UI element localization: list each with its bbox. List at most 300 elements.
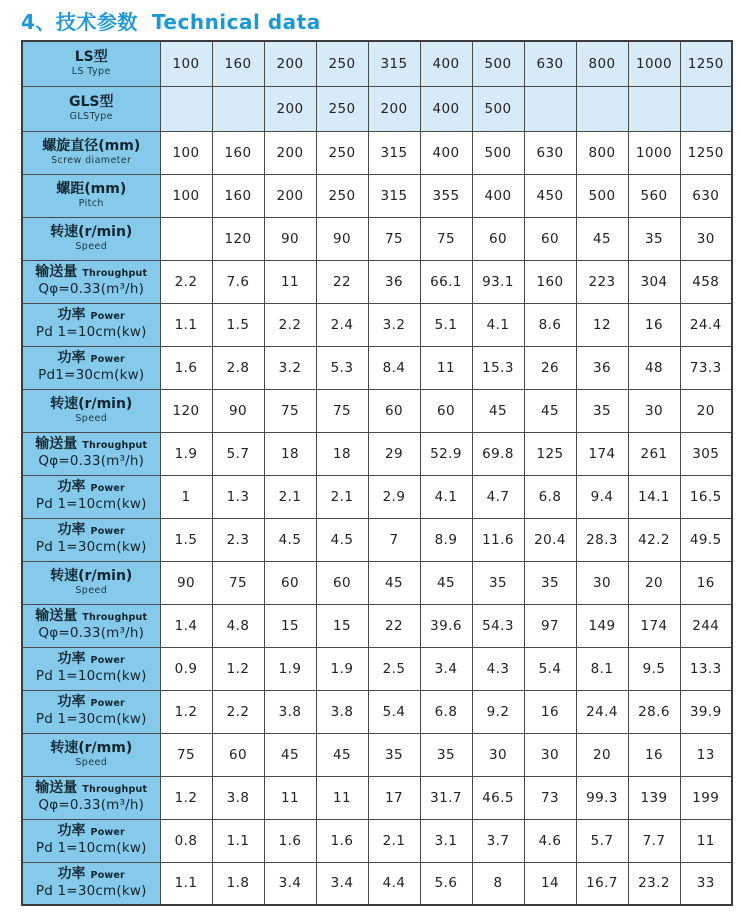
value-cell: 99.3 (576, 776, 628, 819)
row-label-line1 (23, 694, 160, 712)
value-cell: 9.4 (576, 475, 628, 518)
table-row (22, 432, 732, 475)
value-cell: 30 (472, 733, 524, 776)
value-cell: 11 (680, 819, 732, 862)
value-cell: 1.2 (160, 690, 212, 733)
value-cell: 2.3 (212, 518, 264, 561)
row-label-sub: Pd 1=10cm(kw) (35, 668, 147, 685)
row-label-cell (22, 131, 160, 174)
value-cell: 8.6 (524, 303, 576, 346)
row-label-line1 (23, 740, 160, 758)
value-cell: 400 (472, 174, 524, 217)
value-cell: 8.4 (368, 346, 420, 389)
row-label-line1 (23, 138, 160, 156)
row-label-line1 (23, 307, 160, 325)
value-cell: 2.2 (264, 303, 316, 346)
value-cell: 3.2 (264, 346, 316, 389)
value-cell: 45 (524, 389, 576, 432)
value-cell: 200 (264, 86, 316, 131)
value-cell: 100 (160, 174, 212, 217)
row-label-sub: Pd1=30cm(kw) (38, 367, 145, 384)
value-cell: 90 (160, 561, 212, 604)
value-cell: 45 (576, 217, 628, 260)
value-cell: 5.4 (524, 647, 576, 690)
value-cell: 90 (212, 389, 264, 432)
page-title-en: Technical data (151, 10, 321, 34)
value-cell: 500 (472, 41, 524, 86)
value-cell: 500 (472, 131, 524, 174)
value-cell: 11.6 (472, 518, 524, 561)
row-label-cell (22, 604, 160, 647)
row-label-sub: Pd 1=30cm(kw) (35, 539, 147, 556)
row-label-line1 (23, 94, 160, 112)
value-cell: 39.9 (680, 690, 732, 733)
value-cell: 45 (264, 733, 316, 776)
row-label-cell (22, 217, 160, 260)
table-row (22, 561, 732, 604)
value-cell: 69.8 (472, 432, 524, 475)
value-cell (576, 86, 628, 131)
row-label-sub: Pitch (78, 198, 104, 210)
row-label-sub: Pd 1=10cm(kw) (35, 496, 147, 513)
value-cell: 9.5 (628, 647, 680, 690)
value-cell: 1.5 (212, 303, 264, 346)
value-cell: 22 (368, 604, 420, 647)
row-label-main: 功率 (57, 478, 86, 495)
value-cell (628, 86, 680, 131)
value-cell: 35 (472, 561, 524, 604)
value-cell: 1.3 (212, 475, 264, 518)
row-label-line1 (23, 350, 160, 368)
value-cell: 75 (316, 389, 368, 432)
row-label-inline-en: Throughput (82, 611, 148, 623)
value-cell: 160 (212, 174, 264, 217)
value-cell: 30 (576, 561, 628, 604)
row-label-line1 (23, 608, 160, 626)
row-label-inline-en: Power (90, 869, 125, 881)
value-cell: 45 (368, 561, 420, 604)
value-cell: 5.6 (420, 862, 472, 905)
value-cell: 60 (472, 217, 524, 260)
value-cell: 30 (680, 217, 732, 260)
value-cell: 90 (316, 217, 368, 260)
value-cell: 1.1 (212, 819, 264, 862)
value-cell: 33 (680, 862, 732, 905)
value-cell: 73.3 (680, 346, 732, 389)
value-cell: 2.1 (264, 475, 316, 518)
value-cell: 1000 (628, 41, 680, 86)
row-label-line1 (23, 651, 160, 669)
value-cell: 120 (212, 217, 264, 260)
value-cell: 28.3 (576, 518, 628, 561)
value-cell: 4.5 (264, 518, 316, 561)
value-cell: 2.2 (212, 690, 264, 733)
row-label-cell (22, 475, 160, 518)
technical-data-table (21, 40, 733, 906)
row-label-main: 螺距(mm) (56, 180, 127, 197)
row-label-main: LS型 (74, 48, 108, 65)
value-cell: 39.6 (420, 604, 472, 647)
table-row (22, 776, 732, 819)
value-cell: 304 (628, 260, 680, 303)
value-cell: 250 (316, 41, 368, 86)
table-row (22, 475, 732, 518)
value-cell: 16 (524, 690, 576, 733)
value-cell (160, 217, 212, 260)
value-cell: 1 (160, 475, 212, 518)
row-label-sub: Screw diameter (51, 155, 132, 167)
value-cell: 17 (368, 776, 420, 819)
page-title-zh: 4、技术参数 (21, 10, 138, 34)
row-label-sub: Pd 1=30cm(kw) (35, 711, 147, 728)
value-cell: 120 (160, 389, 212, 432)
table-row (22, 86, 732, 131)
value-cell: 75 (264, 389, 316, 432)
value-cell: 160 (212, 41, 264, 86)
value-cell: 60 (368, 389, 420, 432)
value-cell: 54.3 (472, 604, 524, 647)
value-cell: 35 (420, 733, 472, 776)
value-cell: 14.1 (628, 475, 680, 518)
row-label-inline-en: Power (90, 525, 125, 537)
value-cell: 305 (680, 432, 732, 475)
row-label-main: 输送量 (35, 607, 78, 624)
row-label-sub: Qφ=0.33(m³/h) (38, 625, 145, 642)
value-cell: 20.4 (524, 518, 576, 561)
value-cell: 36 (576, 346, 628, 389)
value-cell: 149 (576, 604, 628, 647)
row-label-inline-en: Power (90, 697, 125, 709)
value-cell (680, 86, 732, 131)
value-cell: 244 (680, 604, 732, 647)
value-cell: 0.9 (160, 647, 212, 690)
value-cell: 8.9 (420, 518, 472, 561)
value-cell: 20 (628, 561, 680, 604)
value-cell: 125 (524, 432, 576, 475)
row-label-main: 功率 (57, 693, 86, 710)
value-cell: 22 (316, 260, 368, 303)
row-label-line1 (23, 49, 160, 67)
value-cell: 9.2 (472, 690, 524, 733)
value-cell: 20 (576, 733, 628, 776)
value-cell: 450 (524, 174, 576, 217)
row-label-cell (22, 303, 160, 346)
value-cell: 60 (264, 561, 316, 604)
value-cell: 15 (316, 604, 368, 647)
value-cell: 1.2 (212, 647, 264, 690)
page-title (21, 6, 321, 35)
row-label-line1 (23, 780, 160, 798)
value-cell: 160 (212, 131, 264, 174)
value-cell: 18 (264, 432, 316, 475)
value-cell: 2.9 (368, 475, 420, 518)
value-cell: 1.9 (264, 647, 316, 690)
value-cell: 3.4 (316, 862, 368, 905)
value-cell: 1.8 (212, 862, 264, 905)
value-cell: 3.7 (472, 819, 524, 862)
value-cell: 630 (524, 41, 576, 86)
value-cell: 12 (576, 303, 628, 346)
row-label-line1 (23, 436, 160, 454)
row-label-main: 功率 (57, 349, 86, 366)
value-cell: 355 (420, 174, 472, 217)
value-cell: 13.3 (680, 647, 732, 690)
value-cell: 26 (524, 346, 576, 389)
row-label-inline-en: Power (90, 482, 125, 494)
value-cell: 35 (524, 561, 576, 604)
value-cell: 16 (628, 733, 680, 776)
value-cell: 200 (264, 131, 316, 174)
value-cell: 14 (524, 862, 576, 905)
value-cell: 8.1 (576, 647, 628, 690)
value-cell (160, 86, 212, 131)
value-cell: 400 (420, 41, 472, 86)
row-label-line1 (23, 522, 160, 540)
row-label-cell (22, 174, 160, 217)
value-cell: 16.7 (576, 862, 628, 905)
value-cell: 4.6 (524, 819, 576, 862)
value-cell: 630 (524, 131, 576, 174)
value-cell (212, 86, 264, 131)
value-cell: 800 (576, 131, 628, 174)
value-cell: 4.3 (472, 647, 524, 690)
value-cell: 1.9 (160, 432, 212, 475)
value-cell: 5.4 (368, 690, 420, 733)
value-cell: 48 (628, 346, 680, 389)
row-label-cell (22, 776, 160, 819)
table-row (22, 389, 732, 432)
row-label-sub: Pd 1=10cm(kw) (35, 840, 147, 857)
row-label-cell (22, 389, 160, 432)
row-label-cell (22, 518, 160, 561)
value-cell: 500 (472, 86, 524, 131)
value-cell: 400 (420, 131, 472, 174)
value-cell: 200 (264, 174, 316, 217)
table-row (22, 647, 732, 690)
value-cell: 46.5 (472, 776, 524, 819)
row-label-inline-en: Power (90, 654, 125, 666)
value-cell: 315 (368, 41, 420, 86)
value-cell: 0.8 (160, 819, 212, 862)
row-label-cell (22, 260, 160, 303)
value-cell: 1.4 (160, 604, 212, 647)
value-cell: 45 (316, 733, 368, 776)
value-cell: 200 (264, 41, 316, 86)
value-cell: 7.7 (628, 819, 680, 862)
value-cell: 1.2 (160, 776, 212, 819)
value-cell: 139 (628, 776, 680, 819)
table-row (22, 41, 732, 86)
value-cell: 630 (680, 174, 732, 217)
row-label-cell (22, 432, 160, 475)
table-row (22, 260, 732, 303)
row-label-inline-en: Throughput (82, 267, 148, 279)
row-label-line1 (23, 181, 160, 199)
value-cell: 3.4 (420, 647, 472, 690)
value-cell: 250 (316, 131, 368, 174)
value-cell: 1.1 (160, 862, 212, 905)
value-cell: 315 (368, 131, 420, 174)
table-row (22, 346, 732, 389)
value-cell: 2.1 (368, 819, 420, 862)
value-cell: 66.1 (420, 260, 472, 303)
row-label-main: 功率 (57, 306, 86, 323)
value-cell: 35 (576, 389, 628, 432)
value-cell: 6.8 (420, 690, 472, 733)
row-label-main: 功率 (57, 822, 86, 839)
value-cell: 800 (576, 41, 628, 86)
value-cell: 23.2 (628, 862, 680, 905)
value-cell: 13 (680, 733, 732, 776)
value-cell: 160 (524, 260, 576, 303)
value-cell (524, 86, 576, 131)
value-cell: 75 (160, 733, 212, 776)
value-cell: 90 (264, 217, 316, 260)
value-cell: 18 (316, 432, 368, 475)
value-cell: 1.6 (160, 346, 212, 389)
row-label-sub: Speed (75, 757, 108, 769)
row-label-line1 (23, 866, 160, 884)
value-cell: 49.5 (680, 518, 732, 561)
value-cell: 1250 (680, 41, 732, 86)
value-cell: 3.1 (420, 819, 472, 862)
value-cell: 100 (160, 131, 212, 174)
row-label-sub: Pd 1=30cm(kw) (35, 883, 147, 900)
value-cell: 1.5 (160, 518, 212, 561)
row-label-main: 转速(r/min) (50, 223, 133, 240)
value-cell: 75 (212, 561, 264, 604)
row-label-main: 螺旋直径(mm) (42, 137, 141, 154)
value-cell: 400 (420, 86, 472, 131)
value-cell: 3.2 (368, 303, 420, 346)
table-body (22, 41, 732, 905)
value-cell: 60 (212, 733, 264, 776)
value-cell: 3.8 (264, 690, 316, 733)
row-label-cell (22, 862, 160, 905)
value-cell: 1.6 (316, 819, 368, 862)
value-cell: 2.5 (368, 647, 420, 690)
row-label-main: 转速(r/mm) (50, 739, 133, 756)
row-label-main: 输送量 (35, 435, 78, 452)
value-cell: 42.2 (628, 518, 680, 561)
value-cell: 45 (420, 561, 472, 604)
value-cell: 500 (576, 174, 628, 217)
value-cell: 458 (680, 260, 732, 303)
row-label-line1 (23, 568, 160, 586)
row-label-cell (22, 41, 160, 86)
row-label-cell (22, 733, 160, 776)
value-cell: 174 (576, 432, 628, 475)
row-label-sub: LS Type (71, 66, 111, 78)
row-label-line1 (23, 823, 160, 841)
value-cell: 315 (368, 174, 420, 217)
row-label-inline-en: Power (90, 826, 125, 838)
value-cell: 7.6 (212, 260, 264, 303)
value-cell: 15.3 (472, 346, 524, 389)
value-cell: 73 (524, 776, 576, 819)
value-cell: 3.4 (264, 862, 316, 905)
value-cell: 60 (524, 217, 576, 260)
table-row (22, 303, 732, 346)
value-cell: 5.3 (316, 346, 368, 389)
value-cell: 45 (472, 389, 524, 432)
value-cell: 29 (368, 432, 420, 475)
row-label-main: 功率 (57, 521, 86, 538)
row-label-main: 功率 (57, 865, 86, 882)
value-cell: 60 (316, 561, 368, 604)
value-cell: 31.7 (420, 776, 472, 819)
value-cell: 2.1 (316, 475, 368, 518)
value-cell: 16 (628, 303, 680, 346)
table-row (22, 518, 732, 561)
value-cell: 223 (576, 260, 628, 303)
table-row (22, 819, 732, 862)
value-cell: 1000 (628, 131, 680, 174)
value-cell: 97 (524, 604, 576, 647)
row-label-line1 (23, 224, 160, 242)
value-cell: 28.6 (628, 690, 680, 733)
value-cell: 2.2 (160, 260, 212, 303)
value-cell: 560 (628, 174, 680, 217)
value-cell: 75 (368, 217, 420, 260)
value-cell: 1.9 (316, 647, 368, 690)
value-cell: 15 (264, 604, 316, 647)
value-cell: 20 (680, 389, 732, 432)
value-cell: 4.1 (472, 303, 524, 346)
row-label-line1 (23, 264, 160, 282)
value-cell: 174 (628, 604, 680, 647)
row-label-sub: Qφ=0.33(m³/h) (38, 453, 145, 470)
value-cell: 11 (264, 260, 316, 303)
table-row (22, 862, 732, 905)
row-label-sub: GLSType (69, 111, 113, 123)
table-row (22, 604, 732, 647)
row-label-main: 功率 (57, 650, 86, 667)
value-cell: 100 (160, 41, 212, 86)
value-cell: 35 (368, 733, 420, 776)
value-cell: 6.8 (524, 475, 576, 518)
value-cell: 60 (420, 389, 472, 432)
table-row (22, 217, 732, 260)
value-cell: 30 (524, 733, 576, 776)
row-label-main: 转速(r/min) (50, 395, 133, 412)
row-label-inline-en: Throughput (82, 439, 148, 451)
row-label-inline-en: Power (90, 310, 125, 322)
row-label-sub: Pd 1=10cm(kw) (35, 324, 147, 341)
value-cell: 4.8 (212, 604, 264, 647)
row-label-cell (22, 647, 160, 690)
value-cell: 2.4 (316, 303, 368, 346)
row-label-sub: Qφ=0.33(m³/h) (38, 797, 145, 814)
table-row (22, 690, 732, 733)
row-label-main: 输送量 (35, 263, 78, 280)
value-cell: 16 (680, 561, 732, 604)
value-cell: 1.6 (264, 819, 316, 862)
value-cell: 30 (628, 389, 680, 432)
value-cell: 261 (628, 432, 680, 475)
value-cell: 11 (316, 776, 368, 819)
value-cell: 11 (420, 346, 472, 389)
row-label-inline-en: Power (90, 353, 125, 365)
value-cell: 16.5 (680, 475, 732, 518)
table-row (22, 174, 732, 217)
value-cell: 36 (368, 260, 420, 303)
row-label-cell (22, 819, 160, 862)
value-cell: 11 (264, 776, 316, 819)
value-cell: 52.9 (420, 432, 472, 475)
value-cell: 2.8 (212, 346, 264, 389)
value-cell: 199 (680, 776, 732, 819)
